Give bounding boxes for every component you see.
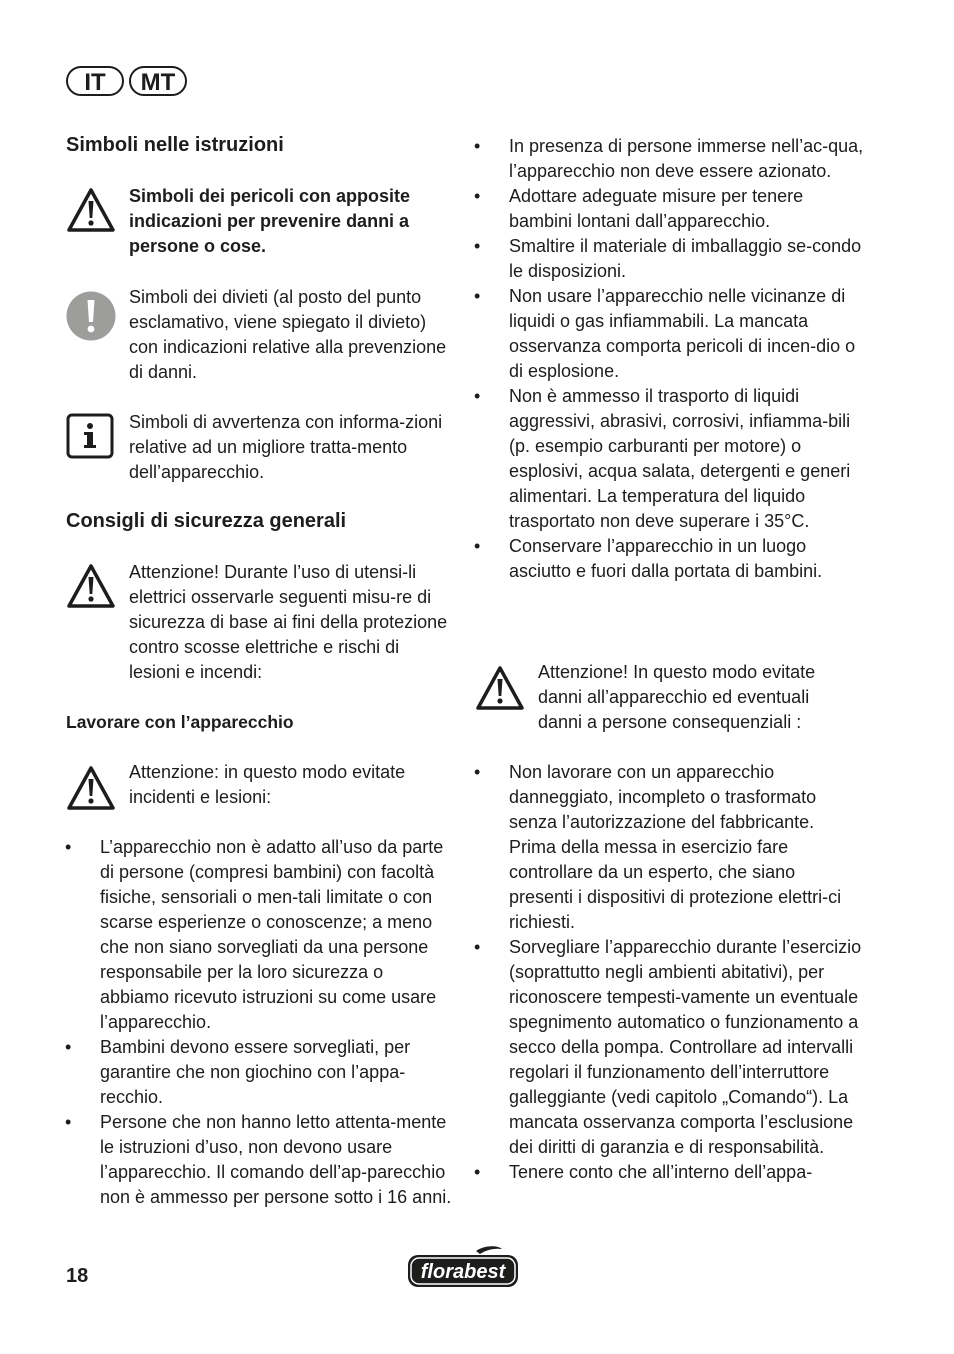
warning-triangle-icon [66, 563, 116, 609]
left-bullet-list [65, 835, 453, 1210]
section-title-general-safety: Consigli di sicurezza generali [66, 510, 347, 532]
list-item: • Persone che non hanno letto attenta-mente le istruzioni d’uso, non devono usare l’apparecchio. Il comando dell’ap-parecchio non è ammesso per persone sotto i 16 anni. [65, 1110, 453, 1210]
list-item: • Non lavorare con un apparecchio danneggiato, incompleto o trasformato senza l’autorizzazione del fabbricante. Prima della messa in esercizio fare controllare da un esperto, che siano presenti i dispositivi di protezione elettri-ci richiesti. [474, 760, 864, 935]
list-item: • Conservare l’apparecchio in un luogo asciutto e fuori dalla portata di bambini. [474, 534, 864, 584]
symbol-prohibition-description: Simboli dei divieti (al posto del punto esclamativo, viene spiegato il divieto) con indicazioni relative alla prevenzione di danni. [129, 287, 447, 382]
symbol-warning-description: Simboli dei pericoli con apposite indicazioni per prevenire danni a persone o cose. [129, 186, 411, 256]
symbol-info-description: Simboli di avvertenza con informa-zioni relative ad un migliore tratta-mento dell’apparecchio. [129, 412, 443, 482]
list-item: • L’apparecchio non è adatto all’uso da parte di persone (compresi bambini) con facoltà fisiche, sensoriali o men-tali limitate o con scarse esperienze o conoscenze; a meno che non siano sorvegliati da una persone responsabile per la loro sicurezza o abbiamo ricevuto istruzioni su come usare l’apparecchio. [65, 835, 453, 1035]
list-item: • Smaltire il materiale di imballaggio se-condo le disposizioni. [474, 234, 864, 284]
florabest-logo [406, 1245, 520, 1289]
section-title-symbols: Simboli nelle istruzioni [66, 134, 284, 156]
prohibition-exclamation-icon [66, 291, 116, 341]
warning-triangle-icon [66, 187, 116, 233]
page-number: 18 [66, 1265, 89, 1287]
work-warning-text: Attenzione: in questo modo evitate incidenti e lesioni: [129, 762, 406, 807]
lang-badge-it: IT [66, 66, 124, 96]
list-item: • Non usare l’apparecchio nelle vicinanze di liquidi o gas infiammabili. La mancata osservanza comporta pericoli di incen-dio o di esplosione. [474, 284, 864, 384]
warning-triangle-icon [66, 765, 116, 811]
right-warning-text: Attenzione! In questo modo evitate danni all’apparecchio ed eventuali danni a persone consequenziali : [538, 662, 816, 732]
right-bullet-list-top [474, 134, 864, 584]
warning-triangle-icon [475, 665, 525, 711]
info-icon [66, 413, 114, 459]
brand-text: florabest [420, 1261, 506, 1283]
list-item: • Adottare adeguate misure per tenere bambini lontani dall’apparecchio. [474, 184, 864, 234]
lang-badge-mt: MT [129, 66, 187, 96]
list-item: • Sorvegliare l’apparecchio durante l’esercizio (soprattutto negli ambienti abitativi), per riconoscere tempesti-vamente un eventuale spegnimento automatico o funzionamento a secco della pompa. Controllare ad intervalli regolari il funzionamento dell’interruttore galleggiante (vedi capitolo „Comando“). La mancata osservanza comporta l’esclusione dei diritti di garanzia e di responsabilità. [474, 935, 864, 1160]
list-item: • In presenza di persone immerse nell’ac-qua, l’apparecchio non deve essere azionato. [474, 134, 864, 184]
general-warning-text: Attenzione! Durante l’uso di utensi-li elettrici osservarle seguenti misu-re di sicurezza di base ai fini della protezione contro scosse elettriche e rischi di lesioni e incendi: [129, 562, 448, 682]
list-item: • Bambini devono essere sorvegliati, per garantire che non giochino con l’appa-recchio. [65, 1035, 453, 1110]
subsection-title-working: Lavorare con l’apparecchio [66, 712, 294, 732]
list-item: • Tenere conto che all’interno dell’appa- [474, 1160, 864, 1185]
list-item: • Non è ammesso il trasporto di liquidi aggressivi, abrasivi, corrosivi, infiamma-bili (p. esempio carburanti per motore) o esplosivi, acqua salata, detergenti e generi alimentari. La temperatura del liquido trasportato non deve superare i 35°C. [474, 384, 864, 534]
right-bullet-list-bottom [474, 760, 864, 1185]
